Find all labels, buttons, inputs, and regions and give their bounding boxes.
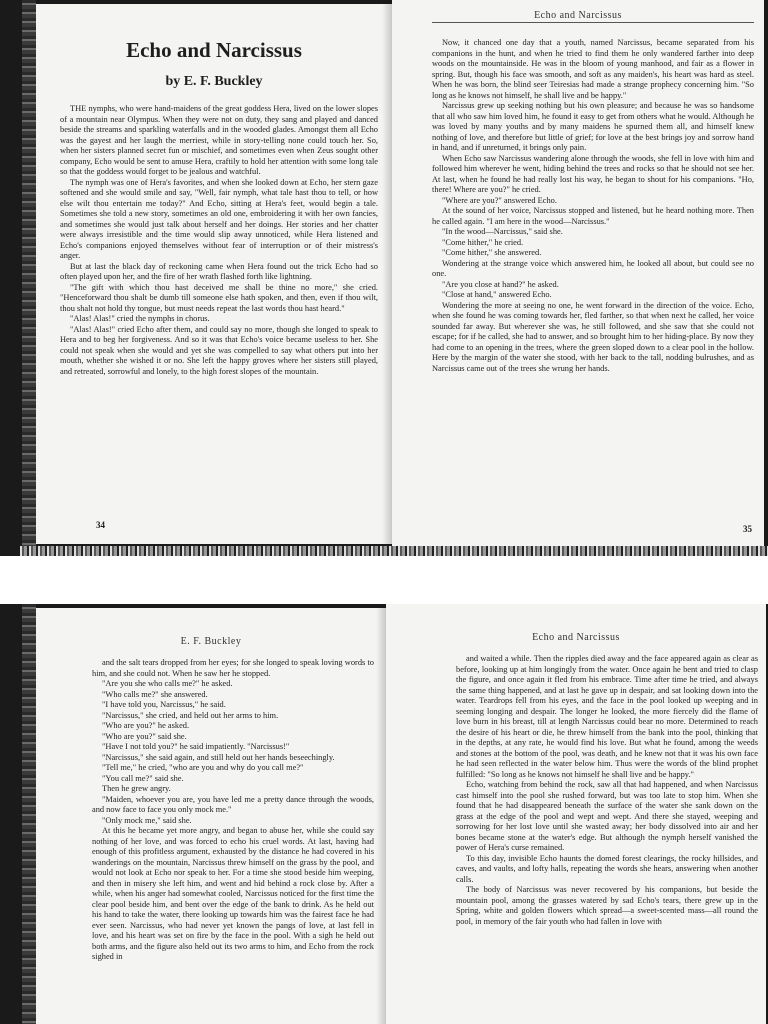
paragraph: "Close at hand," answered Echo.: [442, 290, 552, 299]
paragraph: "Maiden, whoever you are, you have led me a pretty dance through the woods, and now face to face you only mock me.": [92, 794, 374, 814]
story-title: Echo and Narcissus: [126, 38, 302, 62]
paragraph: At this he became yet more angry, and began to abuse her, while she could say nothing of her love, and was forced to echo his cruel words. At last, having had enough of this profitless argument, exhausted by the distance he had covered in his wanderings on the mountain, Narcissus threw himself on the grass by the pool, and would not look at Echo nor speak to her. For a time she stood beside him weeping, and then in misery she left him, and went and hid behind a rock close by. After a while, when his anger had somewhat cooled, Narcissus noticed for the first time the clear pool beside him, and bent over the edge of the bank to drink. As he held out his hand to take the water, there looking up towards him was the fairest face he had ever seen. Narcissus, who had never yet known the pangs of love, at last fell in love, and his heart was set on fire by the face in the pool. With a sigh he held out both arms, and the figure also held out its two arms to him, and Echo from the rock sighed in: [92, 826, 374, 961]
page-number: 35: [743, 524, 752, 534]
book-cover-edge: [22, 604, 36, 1024]
story-author: by E. F. Buckley: [165, 74, 263, 89]
book-spread-bottom: [0, 604, 768, 1024]
running-head: Echo and Narcissus: [534, 10, 622, 21]
page-edge: [20, 546, 768, 556]
paragraph: "In the wood—Narcissus," said she.: [442, 227, 563, 236]
running-head: Echo and Narcissus: [532, 632, 620, 643]
paragraph: "Only mock me," said she.: [102, 815, 192, 825]
paragraph: Narcissus grew up seeking nothing but his own pleasure; and because he was so handsome that all who saw him loved him, he found it easy to get from others what he would. Although he was loved by many youths and by many maidens he spurned them all, and himself knew nothing of love, and therefore but little of grief; for love at the best brings joy and sorrow hand in hand, and if unreturned, it brings only pain.: [432, 101, 754, 152]
page-34: [36, 4, 392, 544]
paragraph: "Tell me," he cried, "who are you and why do you call me?": [102, 763, 304, 772]
page-34-body: [60, 104, 378, 377]
page-left-body: [92, 658, 374, 963]
page-left: [36, 608, 386, 1024]
paragraph: "Alas! Alas!" cried Echo after them, and could say no more, though she longed to speak to Hera and to beg her forgiveness. And so it was that Echo's voice became useless to her. She could not speak when she would and yet she was compelled to say what others put into her mouth, whether she wished it or no. She left the happy groves where her sisters still played, and retreated, sorrowful and lonely, to the high forest slopes of the mountain.: [60, 324, 378, 376]
paragraph: "Come hither," she answered.: [442, 248, 542, 257]
paragraph: Wondering at the strange voice which answered him, he looked all about, but could see no one.: [432, 258, 754, 278]
paragraph: "Are you she who calls me?" he asked.: [102, 679, 233, 688]
paragraph: "Who calls me?" she answered.: [102, 689, 208, 699]
paragraph: But at last the black day of reckoning came when Hera found out the trick Echo had so often played upon her, and the fire of her wrath flashed forth like lightning.: [60, 261, 378, 281]
paragraph: "Who are you?" he asked.: [102, 721, 190, 730]
page-35: [392, 0, 764, 548]
paragraph: "Are you close at hand?" he asked.: [442, 279, 559, 289]
page-gutter-shadow: [382, 4, 392, 544]
page-35-body: [432, 38, 754, 374]
paragraph: "Where are you?" answered Echo.: [442, 195, 557, 205]
paragraph: and waited a while. Then the ripples died away and the face appeared again as clear as before, looking up at him longingly from the water. Once again he bent and tried to clasp the figure, and once again it fled from his embrace. Time after time he tried, and always the same thing happened, and at last he gave up in despair, and sat looking down into the water. Teardrops fell from his eyes, and the face in the pool looked up weeping and in seeming longing and despair. The longer he looked, the more fiercely did the flame of love burn in his breast, till at length Narcissus could bear no more. Determined to reach the desire of his heart or die, he threw himself from the bank into the pool, thinking that in the depths, at any rate, he would find his love. But what he found, among the weeds and stones at the bottom of the pool, was death, and he knew not that it was his own face he had seen reflected in the water below him. Thus were the words of the blind prophet fulfilled: "So long as he knows not himself he shall live and be happy.": [456, 654, 758, 779]
page-gutter-shadow: [376, 608, 386, 1024]
paragraph: "Come hither," he cried.: [442, 237, 524, 247]
paragraph: To this day, invisible Echo haunts the domed forest clearings, the rocky hillsides, and caves, and vaults, and lofty halls, repeating the words she hears, answering when another calls.: [456, 853, 758, 884]
page-right-body: [456, 654, 758, 927]
paragraph: Echo, watching from behind the rock, saw all that had happened, and when Narcissus cast himself into the pool she rushed forward, but was too late to stop him. When she found that he had disappeared beneath the surface of the water she sank down on the grass at the edge of the pool and wept and wept. And there she stayed, weeping and sorrowing for her lost love until she wasted away; her body dissolved into air and her bones became stone at the water's edge. But although the nymph herself vanished the power of Hera's curse remained.: [456, 780, 758, 852]
paragraph: Wondering the more at seeing no one, he went forward in the direction of the voice. Echo, when she found he was coming towards her, fled farther, so that when next he called, her voice sounded far away. But wherever she was, he still followed, and she saw that she could not escape; for if he called, she had to answer, and so brought him to her hiding-place. By now they had come to an opening in the trees, where the green sloped down to a clear pool in the hollow. Here by the margin of the water she stood, with her back to the tall, nodding bulrushes, and as Narcissus came out of the trees she wrung her hands.: [432, 300, 754, 373]
paragraph: "Alas! Alas!" cried the nymphs in chorus.: [70, 314, 210, 323]
paragraph: THE nymphs, who were hand-maidens of the great goddess Hera, lived on the lower slopes of a mountain near Olympus. When they were not on duty, they sang and played and danced beside the streams and sparkling waterfalls and in the wooded glades. Amongst them all Echo was the gayest and her laugh the merriest, while in story-telling none could touch her. So, when her sisters planned secret fun or mischief, and sometimes even when Zeus sought other company, Echo would be sent to amuse Hera, craftily to hold her attention with some long tale so that the goddess would forget to be jealous and watchful.: [60, 104, 378, 176]
paragraph: "Who are you?" said she.: [102, 731, 187, 741]
paragraph: "You call me?" said she.: [102, 773, 184, 783]
header-rule: [432, 22, 754, 23]
paragraph: "Narcissus," she said again, and still held out her hands beseechingly.: [102, 752, 335, 762]
page-number: 34: [96, 520, 105, 530]
paragraph: When Echo saw Narcissus wandering alone through the woods, she fell in love with him and followed him wherever he went, hiding behind the trees and rocks so that he should not see her. At last, when he found he had really lost his way, he began to shout for his companions. "Ho, there! Where are you?" he cried.: [432, 153, 754, 194]
paragraph: "Have I not told you?" he said impatiently. "Narcissus!": [102, 742, 290, 751]
paragraph: Now, it chanced one day that a youth, named Narcissus, became separated from his companions in the hunt, and when he tried to find them he only wandered farther into deep woods on the mountainside. He was in the bloom of young manhood, and fair as a flower in spring. But, though his face was smooth, and soft as any maiden's, his heart was hard as steel. When he was born, the blind seer Teiresias had made a strange prophecy concerning him. "So long as he knows not himself, he shall live and be happy.": [432, 38, 754, 100]
paragraph: The nymph was one of Hera's favorites, and when she looked down at Echo, her stern gaze softened and she would smile and say, "Well, fair nymph, what tale hast thou to tell, or how else wilt thou entertain me today?" And Echo, sitting at Hera's feet, would begin a tale. Sometimes she told a new story, sometimes an old one, embroidering it with her own fancies, and sometimes she would just talk about herself and her doings. Her stories and her chatter were always irresistible and the time would slip away unnoticed, while Hera listened and Echo's companions enjoyed themselves without fear of interruption or of their mistress's anger.: [60, 177, 378, 260]
paragraph: Then he grew angry.: [102, 784, 171, 793]
paragraph: At the sound of her voice, Narcissus stopped and listened, but he heard nothing more. Then he called again. "I am here in the wood—Narcissus.": [432, 206, 754, 226]
book-cover-edge: [22, 0, 36, 556]
paragraph: and the salt tears dropped from her eyes; for she longed to speak loving words to him, and she could not. When he saw her he stopped.: [92, 658, 374, 678]
paragraph: The body of Narcissus was never recovered by his companions, but beside the mountain pool, among the grasses watered by sad Echo's tears, there grew up in the Spring, white and golden flowers which spread—a sweet-scented mass—all round the pool, in memory of the fair youth who had fallen in love with: [456, 885, 758, 926]
page-right: [386, 604, 766, 1024]
running-head: E. F. Buckley: [180, 636, 242, 647]
paragraph: "I have told you, Narcissus," he said.: [102, 700, 226, 709]
paragraph: "Narcissus," she cried, and held out her arms to him.: [102, 710, 279, 720]
paragraph: "The gift with which thou hast deceived me shall be thine no more," she cried. "Henceforward thou shalt be dumb till someone else hath spoken, and then, even if thou wilt, thou shalt not hold thy tongue, but must needs repeat the last words thou hast heard.": [60, 282, 378, 313]
